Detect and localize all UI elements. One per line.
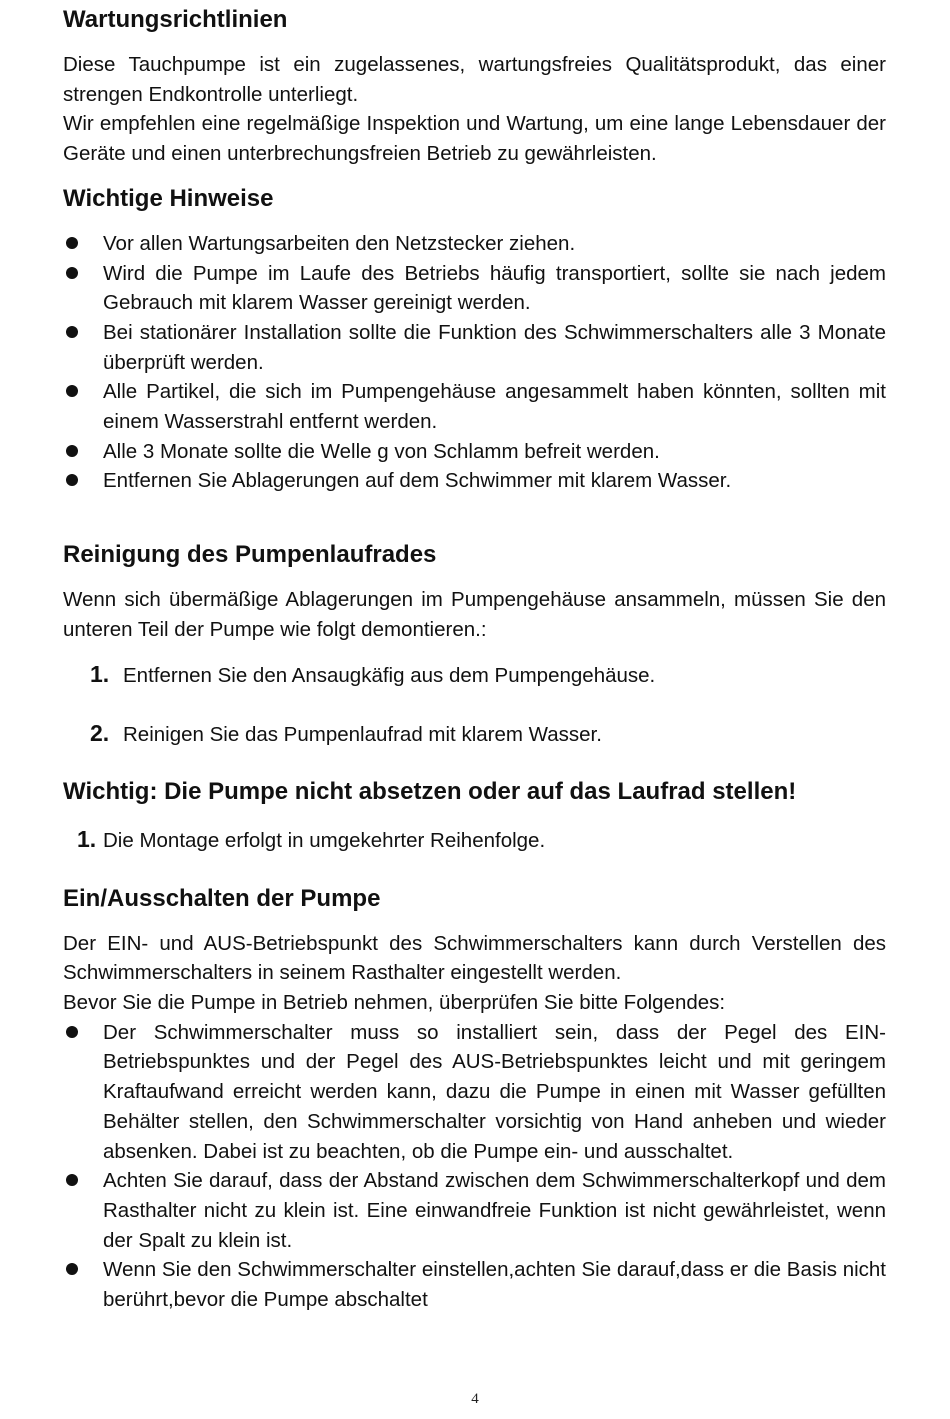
step-number: 2.	[90, 720, 110, 747]
maintenance-paragraph-1: Diese Tauchpumpe ist ein zugelassenes, wartungsfreies Qualitätsprodukt, das einer strengen Endkontrolle unterliegt.	[63, 53, 886, 106]
bullet-icon	[66, 237, 78, 249]
step-text: Entfernen Sie den Ansaugkäfig aus dem Pumpengehäuse.	[123, 663, 656, 687]
section-title-notes: Wichtige Hinweise	[63, 184, 274, 212]
switching-paragraph-1: Der EIN- und AUS-Betriebspunkt des Schwimmerschalters kann durch Verstellen des Schwimmerschalters in seinem Rasthalter eingestellt werden.	[63, 931, 886, 985]
notes-list	[63, 229, 886, 496]
step-number: 1.	[77, 825, 97, 852]
warning-heading: Wichtig: Die Pumpe nicht absetzen oder auf das Laufrad stellen!	[63, 777, 797, 805]
bullet-icon	[66, 267, 78, 279]
list-item: Wird die Pumpe im Laufe des Betriebs häufig transportiert, sollte sie nach jedem Gebrauch mit klarem Wasser gereinigt werden.	[63, 259, 886, 318]
list-item: Alle 3 Monate sollte die Welle g von Schlamm befreit werden.	[63, 437, 886, 467]
bullet-icon	[66, 1174, 78, 1186]
bullet-icon	[66, 1026, 78, 1038]
step-text: Die Montage erfolgt in umgekehrter Reihenfolge.	[103, 828, 546, 852]
document-page	[63, 0, 886, 1315]
cleaning-paragraph: Wenn sich übermäßige Ablagerungen im Pumpengehäuse ansammeln, müssen Sie den unteren Teil der Pumpe wie folgt demontieren.:	[63, 588, 886, 641]
bullet-icon	[66, 1263, 78, 1275]
switching-paragraph-2: Bevor Sie die Pumpe in Betrieb nehmen, überprüfen Sie bitte Folgendes:	[63, 991, 726, 1015]
cleaning-step-2	[63, 719, 886, 750]
section-title-cleaning: Reinigung des Pumpenlaufrades	[63, 541, 437, 569]
list-item: Bei stationärer Installation sollte die Funktion des Schwimmerschalters alle 3 Monate überprüft werden.	[63, 318, 886, 377]
list-item: Achten Sie darauf, dass der Abstand zwischen dem Schwimmerschalterkopf und dem Rasthalter nicht zu klein ist. Eine einwandfreie Funktion ist nicht gewährleistet, wenn der Spalt zu klein ist.	[63, 1166, 886, 1255]
list-item: Vor allen Wartungsarbeiten den Netzstecker ziehen.	[63, 229, 886, 259]
bullet-icon	[66, 326, 78, 338]
cleaning-step-1	[63, 660, 886, 691]
list-item: Wenn Sie den Schwimmerschalter einstellen,achten Sie darauf,dass er die Basis nicht berührt,bevor die Pumpe abschaltet	[63, 1255, 886, 1314]
assembly-step	[63, 825, 886, 856]
bullet-icon	[66, 474, 78, 486]
maintenance-paragraph-2: Wir empfehlen eine regelmäßige Inspektion und Wartung, um eine lange Lebensdauer der Geräte und einen unterbrechungsfreien Betrieb zu gewährleisten.	[63, 112, 886, 166]
section-title-switching: Ein/Ausschalten der Pumpe	[63, 884, 381, 912]
bullet-icon	[66, 445, 78, 457]
step-number: 1.	[90, 660, 110, 687]
list-item: Alle Partikel, die sich im Pumpengehäuse angesammelt haben könnten, sollten mit einem Wasserstrahl entfernt werden.	[63, 377, 886, 436]
step-text: Reinigen Sie das Pumpenlaufrad mit klarem Wasser.	[123, 723, 602, 747]
switching-list	[63, 1018, 886, 1315]
list-item: Entfernen Sie Ablagerungen auf dem Schwimmer mit klarem Wasser.	[63, 466, 886, 496]
page-number: 4	[471, 1391, 479, 1407]
list-item: Der Schwimmerschalter muss so installiert sein, dass der Pegel des EIN-Betriebspunktes und der Pegel des AUS-Betriebspunktes leicht und mit geringem Kraftaufwand erreicht werden kann, dazu die Pumpe in einen mit Wasser gefüllten Behälter stellen, den Schwimmerschalter vorsichtig von Hand anheben und wieder absenken. Dabei ist zu beachten, ob die Pumpe ein- und ausschaltet.	[63, 1018, 886, 1167]
section-title-maintenance: Wartungsrichtlinien	[63, 6, 288, 33]
bullet-icon	[66, 385, 78, 397]
